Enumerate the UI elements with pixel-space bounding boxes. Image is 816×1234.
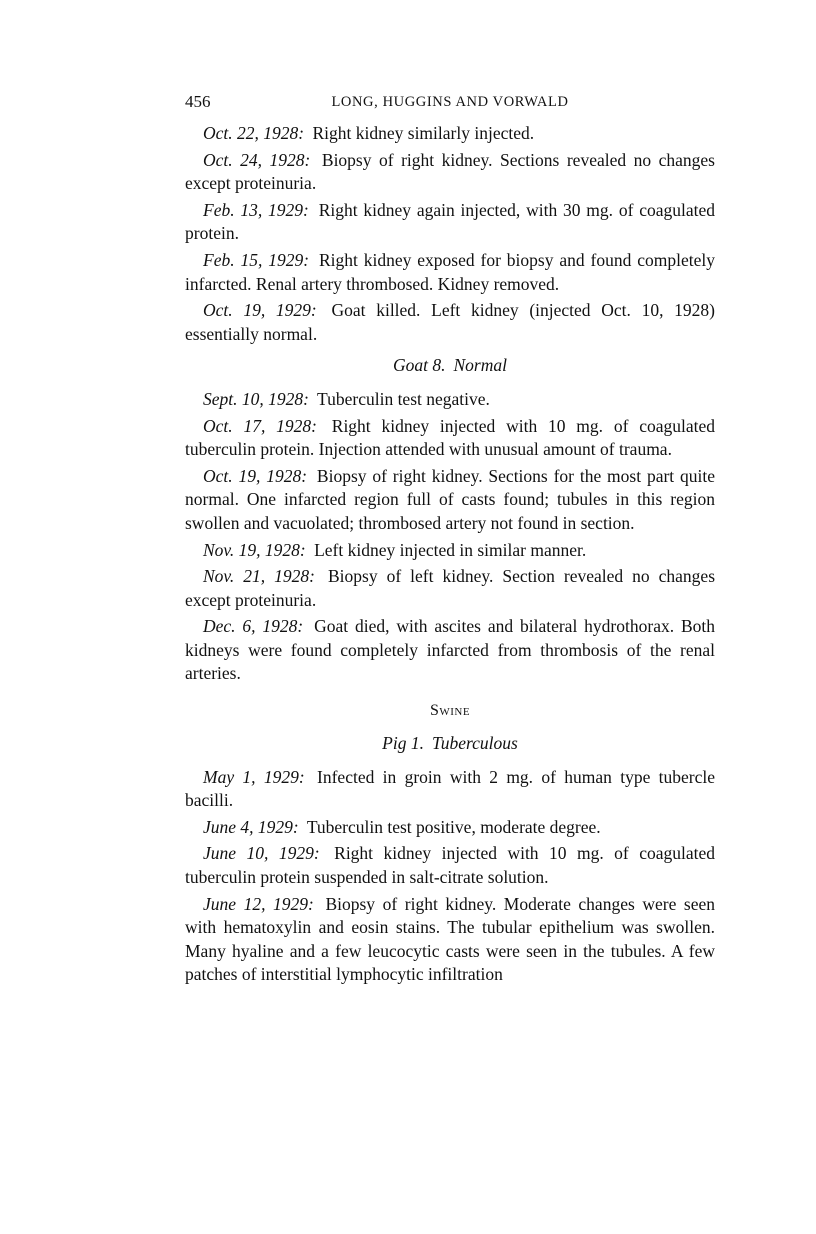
entry-date: June 10, 1929: (203, 843, 320, 864)
entry-date: June 4, 1929: (203, 816, 299, 837)
log-entry (185, 842, 715, 889)
subheading-pig-1 (185, 732, 715, 756)
entry-date: Oct. 24, 1928: (203, 149, 311, 170)
subject-status: Normal (453, 355, 507, 376)
entry-text: Goat died, with ascites and bilateral hydrothorax. Both kidneys were found completely infarcted from thrombosis of the renal arteries. (185, 616, 715, 684)
entry-text: Right kidney again injected, with 30 mg. of coagulated protein. (185, 199, 716, 244)
entry-date: May 1, 1929: (203, 766, 305, 787)
entry-text: Tuberculin test negative. (317, 388, 490, 409)
entry-text: Right kidney injected with 10 mg. of coagulated tuberculin protein suspended in salt-citrate solution. (185, 843, 716, 888)
log-entry (185, 766, 715, 813)
entry-text: Biopsy of right kidney. Moderate changes were seen with hematoxylin and eosin stains. The tubular epithelium was swollen. Many hyaline and a few leucocytic casts were seen in the tubules. A few patches of interstitial lymphocytic infiltration (185, 893, 716, 985)
entry-date: Nov. 19, 1928: (203, 539, 306, 560)
log-entry (185, 299, 715, 346)
log-entry (185, 415, 715, 462)
entry-text: Biopsy of right kidney. Sections for the most part quite normal. One infarcted region full of casts found; tubules in this region swollen and vacuolated; thrombosed artery not found in section. (185, 465, 715, 533)
entry-date: Oct. 22, 1928: (203, 123, 305, 143)
entry-date: June 12, 1929: (203, 893, 314, 914)
log-entry (185, 539, 715, 563)
log-entry (185, 893, 715, 987)
log-entry (185, 122, 715, 146)
entry-text: Infected in groin with 2 mg. of human type tubercle bacilli. (185, 766, 716, 811)
section-heading: Swine (429, 702, 471, 720)
running-title: LONG, HUGGINS AND VORWALD (331, 94, 569, 110)
log-entry (185, 149, 715, 196)
log-entry (185, 465, 715, 536)
entry-text: Left kidney injected in similar manner. (314, 539, 587, 560)
subject-name: Pig 1. (382, 733, 424, 754)
entry-text: Tuberculin test positive, moderate degree. (306, 816, 601, 837)
log-entry (185, 615, 715, 686)
entry-date: Oct. 19, 1929: (203, 300, 317, 321)
entry-text: Biopsy of right kidney. Sections revealed no changes except proteinuria. (185, 149, 715, 194)
log-entry (185, 199, 715, 246)
entries-block-2 (185, 388, 715, 686)
entry-date: Nov. 21, 1928: (203, 566, 315, 587)
entry-text: Right kidney similarly injected. (312, 123, 535, 143)
entry-date: Oct. 19, 1928: (203, 465, 308, 486)
subheading-goat-8 (185, 354, 715, 378)
entry-date: Feb. 15, 1929: (203, 249, 310, 270)
log-entry (185, 565, 715, 612)
log-entry (185, 249, 715, 296)
entry-text: Right kidney exposed for biopsy and found completely infarcted. Renal artery thrombosed. Kidney removed. (185, 249, 715, 294)
entry-date: Feb. 13, 1929: (203, 199, 309, 220)
entry-text: Biopsy of left kidney. Section revealed no changes except proteinuria. (185, 566, 716, 610)
page (185, 90, 715, 990)
entry-date: Dec. 6, 1928: (203, 616, 304, 637)
log-entry (185, 388, 715, 412)
entry-date: Oct. 17, 1928: (203, 415, 317, 436)
entry-text: Goat killed. Left kidney (injected Oct. 10, 1928) essentially normal. (185, 300, 715, 344)
entries-block-3 (185, 766, 715, 987)
log-entry (185, 816, 715, 840)
entry-text: Right kidney injected with 10 mg. of coagulated tuberculin protein. Injection attended with unusual amount of trauma. (185, 415, 715, 460)
subject-name: Goat 8. (393, 355, 446, 376)
running-head (185, 90, 715, 116)
subject-status: Tuberculous (431, 733, 518, 754)
page-number: 456 (185, 92, 211, 111)
entry-date: Sept. 10, 1928: (203, 388, 309, 409)
entries-block-1 (185, 122, 715, 346)
